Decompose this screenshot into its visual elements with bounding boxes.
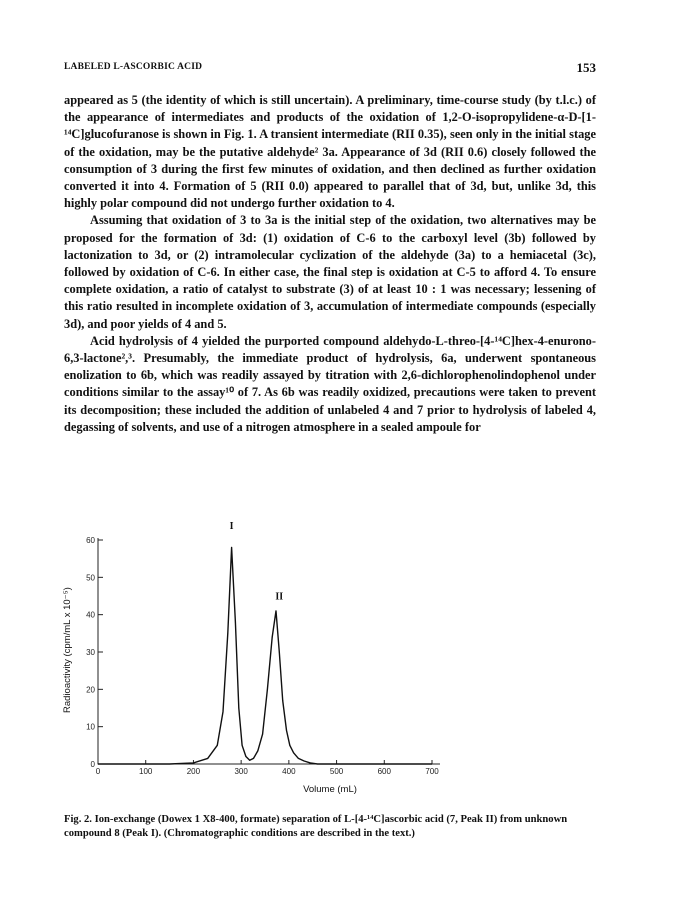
- figure-caption: Fig. 2. Ion-exchange (Dowex 1 X8-400, formate) separation of L-[4-¹⁴C]ascorbic acid (7, Peak II) from unknown compound 8 (Peak I). (Chromatographic conditions are described in the text.): [64, 814, 568, 839]
- x-tick-label: 600: [377, 767, 391, 776]
- y-tick-label: 50: [86, 573, 95, 583]
- x-tick-label: 300: [234, 767, 248, 776]
- data-point: [249, 760, 250, 761]
- body-text: [64, 92, 596, 436]
- data-point: [223, 711, 224, 712]
- data-point: [286, 730, 287, 731]
- data-point: [98, 764, 99, 765]
- y-tick-label: 30: [86, 648, 95, 657]
- x-tick-label: 100: [139, 767, 153, 776]
- data-point: [282, 700, 283, 701]
- x-tick-label: 0: [95, 767, 101, 776]
- data-point: [193, 762, 194, 763]
- y-tick-label: 10: [86, 722, 95, 732]
- data-point: [293, 752, 294, 753]
- data-point: [336, 764, 337, 765]
- data-point: [238, 708, 239, 709]
- page-number: 153: [576, 60, 596, 75]
- y-axis-title: Radioactivity (cpm/mL x 10⁻⁵): [62, 587, 73, 713]
- data-point: [276, 610, 277, 611]
- data-point: [257, 750, 258, 751]
- chart-plot: [50, 510, 610, 782]
- running-head: [64, 62, 596, 78]
- paragraph: Acid hydrolysis of 4 yielded the purported compound aldehydo-L-threo-[4-¹⁴C]hex-4-enurono-6,3-lactone²,³. Presumably, the immediate product of hydrolysis, 6a, underwent spontaneous enolization to 6b, which was readily assayed by titration with 2,6-dichlorophenolindophenol under conditions similar to the assay¹⁰ of 7. As 6b was readily oxidized, precautions were taken to prevent its decomposition; these included the addition of unlabeled 4 and 7 prior to hydrolysis of labeled 4, degassing of solvents, and use of a nitrogen atmosphere in a sealed ampoule for: [64, 333, 596, 434]
- running-head-title: LABELED L-ASCORBIC ACID: [64, 62, 203, 72]
- series-line: [98, 548, 432, 765]
- x-tick-label: 700: [425, 767, 439, 776]
- data-point: [231, 547, 232, 548]
- data-point: [317, 764, 318, 765]
- x-tick-label: 400: [282, 767, 296, 776]
- data-point: [272, 637, 273, 638]
- data-point: [310, 762, 311, 763]
- data-point: [279, 652, 280, 653]
- peak-label: I: [229, 520, 234, 532]
- x-tick-label: 500: [329, 767, 344, 776]
- data-point: [289, 745, 290, 746]
- data-point: [217, 745, 218, 746]
- data-point: [227, 633, 228, 634]
- x-tick-label: 200: [186, 767, 201, 776]
- y-tick-label: 20: [86, 685, 95, 695]
- data-point: [304, 761, 305, 762]
- data-point: [384, 764, 385, 765]
- paragraph: Assuming that oxidation of 3 to 3a is the initial step of the oxidation, two alternatives may be proposed for the formation of 3d: (1) oxidation of C-6 to the carboxyl level (3b) followed by lactonization to 3d, or (2) intramolecular cyclization of the aldehyde (3a) to a hemiacetal (3c), followed by oxidation of C-6. In either case, the final step is oxidation at C-5 to afford 4. To ensure complete oxidation, a ratio of catalyst to substrate (3) of at least 10 : 1 was necessary; lessening of this ratio resulted in incomplete oxidation of 3, accumulation of intermediate compounds (especially 3d), and poor yields of 4 and 5.: [64, 213, 596, 331]
- data-point: [235, 622, 236, 623]
- data-point: [242, 745, 243, 746]
- data-point: [245, 756, 246, 757]
- chromatogram-figure: [50, 510, 610, 800]
- data-point: [298, 758, 299, 759]
- x-axis-title: Volume (mL): [303, 784, 357, 795]
- y-tick-label: 60: [86, 536, 95, 545]
- paragraph: appeared as 5 (the identity of which is still uncertain). A preliminary, time-course study (by t.l.c.) of the appearance of intermediates and products of the oxidation of 1,2-O-isopropylidene-α-D-[1-¹⁴C]glucofuranose is shown in Fig. 1. A transient intermediate (RII 0.35), seen only in the initial stage of the oxidation, may be the putative aldehyde² 3a. Appearance of 3d (RII 0.6) closely followed the consumption of 3 during the first few minutes of oxidation, and then declined as further oxidation converted it into 4. Formation of 5 (RII 0.0) appeared to parallel that of 3d, but, unlike 3d, this highly polar compound did not undergo further oxidation to 4.: [64, 93, 596, 211]
- y-tick-label: 40: [86, 610, 95, 620]
- y-tick-label: 0: [90, 760, 95, 769]
- peak-label: II: [275, 591, 284, 603]
- data-point: [267, 689, 268, 690]
- data-point: [253, 758, 254, 759]
- data-point: [169, 764, 170, 765]
- data-point: [207, 758, 208, 759]
- data-point: [432, 764, 433, 765]
- data-point: [262, 734, 263, 735]
